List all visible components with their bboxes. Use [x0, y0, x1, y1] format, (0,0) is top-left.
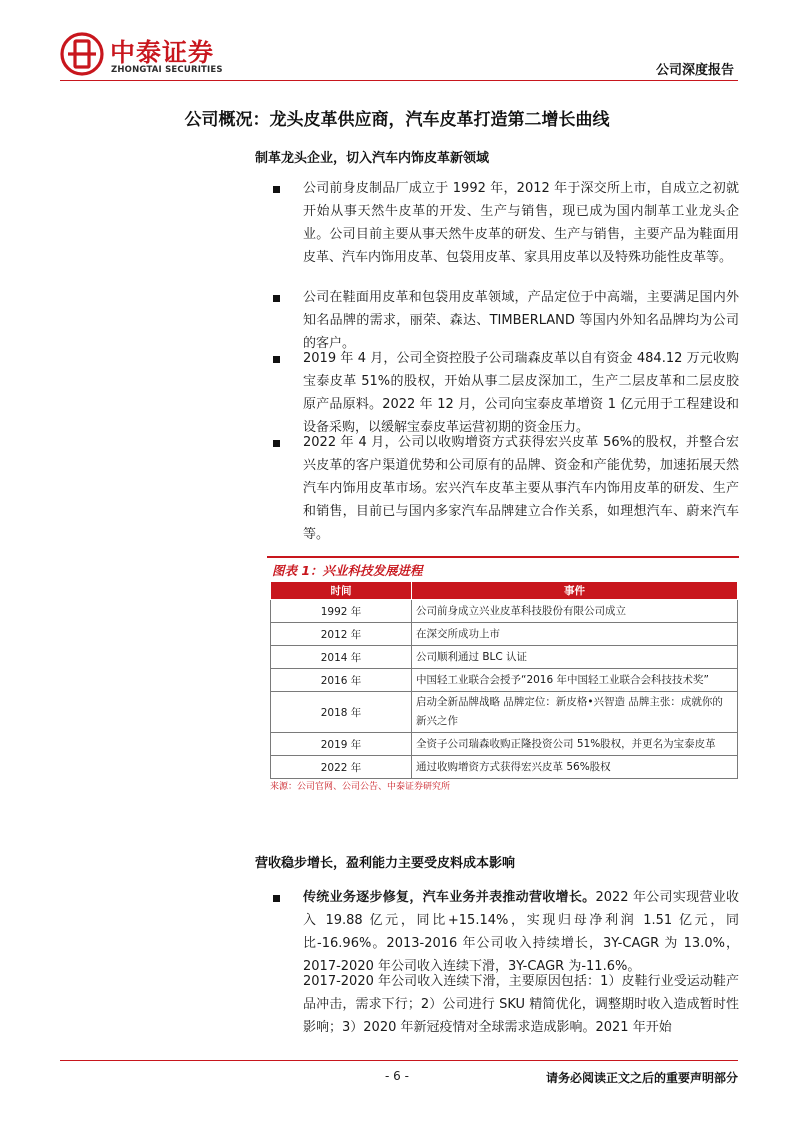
table-row	[271, 692, 738, 733]
table-cell-event: 公司顺利通过 BLC 认证	[412, 646, 738, 669]
table-cell-year: 1992 年	[271, 600, 412, 623]
table-row	[271, 646, 738, 669]
bullet-text: 公司前身皮制品厂成立于 1992 年，2012 年于深交所上市，自成立之初就开始从事天然牛皮革的开发、生产与销售，现已成为国内制革工业龙头企业。公司目前主要从事天然牛皮革的研发、生产与销售，主要产品为鞋面用皮革、汽车内饰用皮革、包袋用皮革、家具用皮革以及特殊功能性皮革等。	[303, 181, 739, 265]
table-row	[271, 733, 738, 756]
milestone-table	[270, 581, 738, 779]
bullet-text: 2019 年 4 月，公司全资控股子公司瑞森皮革以自有资金 484.12 万元收购宝泰皮革 51%的股权，开始从事二层皮深加工，生产二层皮革和二层皮胶原产品原料。2022 年 12 月，公司向宝泰皮革增资 1 亿元用于工程建设和设备采购，以缓解宝泰皮革运营初期的资金压力。	[303, 351, 739, 435]
table-header-row	[271, 582, 738, 600]
bullet-square-icon	[273, 440, 280, 447]
bullet-text: 公司在鞋面用皮革和包袋用皮革领域，产品定位于中高端，主要满足国内外知名品牌的需求，丽荣、森达、TIMBERLAND 等国内外知名品牌均为公司的客户。	[303, 290, 739, 351]
bullet-item	[273, 347, 739, 439]
bullet-body: 2022 年公司实现营业收入 19.88 亿元，同比+15.14%，实现归母净利润 1.51 亿元，同比-16.96%。2013-2016 年公司收入持续增长，3Y-CAGR 为 13.0%，2017-2020 年公司收入连续下滑，3Y-CAGR 为-11.6%。	[303, 890, 739, 974]
bullet-item	[273, 286, 739, 355]
bullet-square-icon	[273, 186, 280, 193]
table-row	[271, 600, 738, 623]
bullet-text	[303, 886, 739, 978]
body-paragraph-block	[273, 970, 739, 1039]
table-cell-event: 通过收购增资方式获得宏兴皮革 56%股权	[412, 756, 738, 779]
bullet-square-icon	[273, 895, 280, 902]
bullet-item	[273, 431, 739, 546]
footer-disclaimer-note: 请务必阅读正文之后的重要声明部分	[545, 1071, 738, 1085]
bullet-lead-bold: 传统业务逐步修复，汽车业务并表推动营收增长。	[303, 890, 596, 905]
zhongtai-logo-icon	[60, 32, 104, 76]
table-header-event: 事件	[412, 582, 738, 600]
bullet-item	[273, 886, 739, 978]
figure-caption: 图表 1：兴业科技发展进程	[272, 563, 423, 578]
table-cell-event: 在深交所成功上市	[412, 623, 738, 646]
footer-divider	[60, 1060, 738, 1061]
logo-chinese-name: 中泰证券	[110, 38, 215, 67]
table-cell-year: 2016 年	[271, 669, 412, 692]
table-cell-year: 2019 年	[271, 733, 412, 756]
table-row	[271, 623, 738, 646]
report-type-label: 公司深度报告	[655, 63, 734, 78]
table-cell-event: 全资子公司瑞森收购正隆投资公司 51%股权，并更名为宝泰皮革	[412, 733, 738, 756]
figure-top-rule	[267, 556, 739, 558]
table-cell-event: 公司前身成立兴业皮革科技股份有限公司成立	[412, 600, 738, 623]
table-row	[271, 669, 738, 692]
page-number: - 6 -	[385, 1069, 409, 1083]
table-cell-year: 2018 年	[271, 692, 412, 733]
logo-english-name: ZHONGTAI SECURITIES	[111, 65, 223, 75]
table-header-time: 时间	[271, 582, 412, 600]
section-title: 公司概况：龙头皮革供应商，汽车皮革打造第二增长曲线	[184, 110, 610, 130]
bullet-square-icon	[273, 295, 280, 302]
table-cell-event: 启动全新品牌战略 品牌定位：新皮格•兴智造 品牌主张：成就你的新兴之作	[412, 692, 738, 733]
subsection-heading-2: 营收稳步增长，盈利能力主要受皮料成本影响	[255, 856, 516, 871]
body-paragraph: 2017-2020 年公司收入连续下滑，主要原因包括：1）皮鞋行业受运动鞋产品冲击，需求下行；2）公司进行 SKU 精简优化，调整期时收入造成暂时性影响；3）2020 年新冠疫情对全球需求造成影响。2021 年开始	[303, 974, 739, 1035]
figure-source-note: 来源：公司官网、公司公告、中泰证券研究所	[270, 782, 451, 792]
table-cell-year: 2014 年	[271, 646, 412, 669]
table-row	[271, 756, 738, 779]
table-cell-year: 2022 年	[271, 756, 412, 779]
table-cell-year: 2012 年	[271, 623, 412, 646]
bullet-item	[273, 177, 739, 269]
subsection-heading-1: 制革龙头企业，切入汽车内饰皮革新领域	[255, 151, 490, 166]
header-divider	[60, 80, 738, 81]
bullet-square-icon	[273, 356, 280, 363]
table-cell-event: 中国轻工业联合会授予“2016 年中国轻工业联合会科技技术奖”	[412, 669, 738, 692]
bullet-text: 2022 年 4 月，公司以收购增资方式获得宏兴皮革 56%的股权，并整合宏兴皮革的客户渠道优势和公司原有的品牌、资金和产能优势，加速拓展天然汽车内饰用皮革市场。宏兴汽车皮革主要从事汽车内饰用皮革的研发、生产和销售，目前已与国内多家汽车品牌建立合作关系，如理想汽车、蔚来汽车等。	[303, 435, 739, 542]
